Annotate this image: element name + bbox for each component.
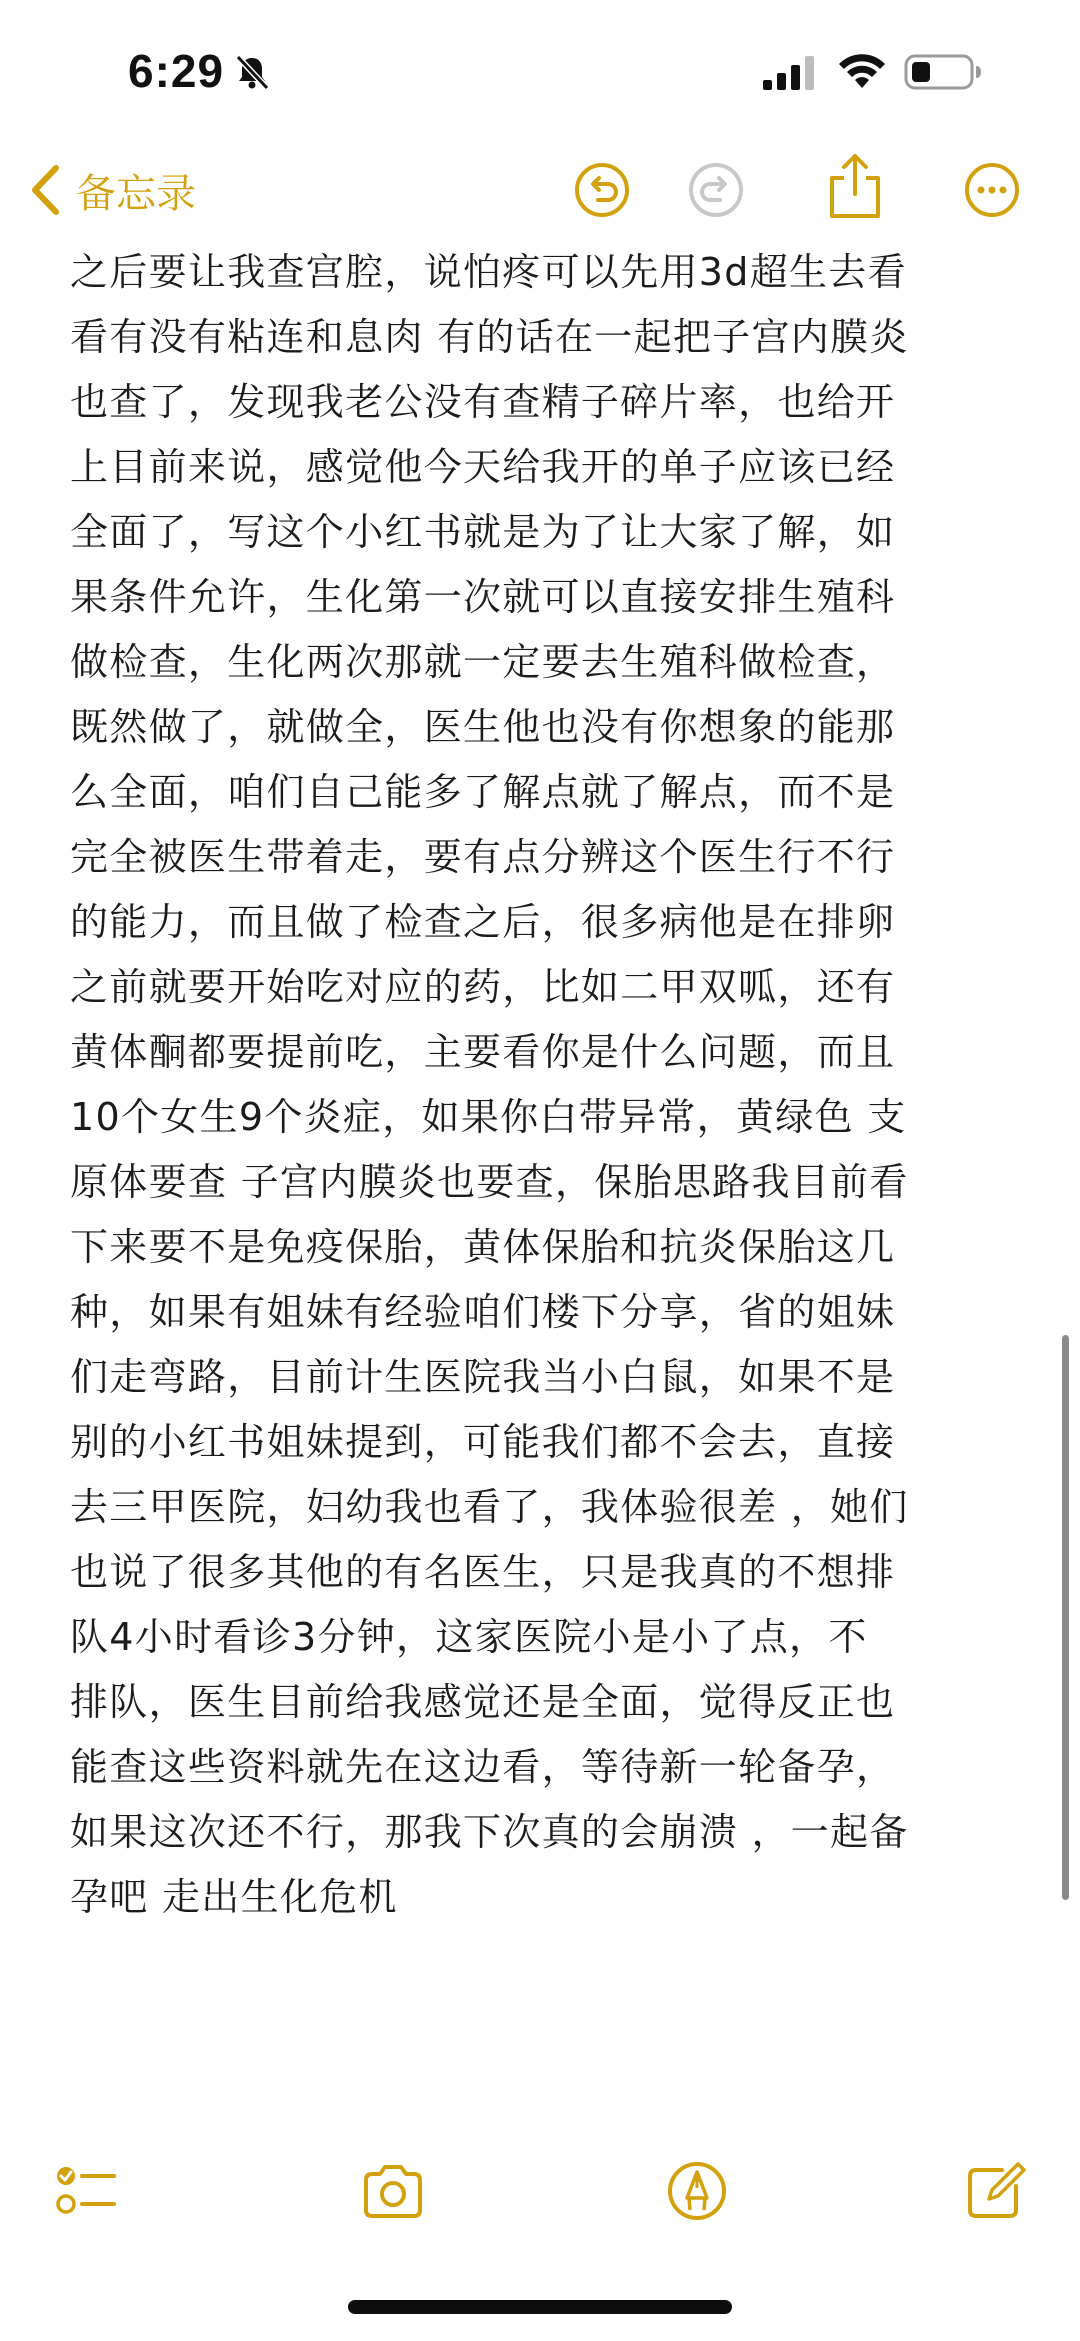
note-line: 原体要查 子宫内膜炎也要查，保胎思路我目前看 xyxy=(70,1160,909,1204)
share-icon[interactable] xyxy=(824,152,886,220)
compose-icon[interactable] xyxy=(962,2158,1028,2224)
note-line: 10个女生9个炎症，如果你白带异常，黄绿色 支 xyxy=(70,1095,907,1139)
note-line: 么全面，咱们自己能多了解点就了解点，而不是 xyxy=(70,770,896,814)
note-line: 黄体酮都要提前吃，主要看你是什么问题，而且 xyxy=(70,1030,896,1074)
note-text xyxy=(70,240,1010,1930)
scroll-indicator[interactable] xyxy=(1062,1335,1069,1900)
home-indicator[interactable] xyxy=(348,2300,732,2314)
cellular-signal-icon xyxy=(763,56,815,90)
chevron-left-icon xyxy=(28,163,62,217)
wifi-icon xyxy=(836,52,888,90)
note-line: 看有没有粘连和息肉 有的话在一起把子宫内膜炎 xyxy=(70,315,909,359)
checklist-icon[interactable] xyxy=(52,2158,118,2224)
note-line: 果条件允许，生化第一次就可以直接安排生殖科 xyxy=(70,575,896,619)
camera-icon[interactable] xyxy=(360,2158,426,2224)
note-line: 做检查，生化两次那就一定要去生殖科做检查， xyxy=(70,640,896,684)
note-line: 既然做了，就做全，医生他也没有你想象的能那 xyxy=(70,705,896,749)
note-line: 下来要不是免疫保胎，黄体保胎和抗炎保胎这几 xyxy=(70,1225,896,1269)
battery-icon xyxy=(904,52,984,92)
back-label: 备忘录 xyxy=(76,170,196,217)
back-button[interactable] xyxy=(28,158,196,222)
note-line: 排队，医生目前给我感觉还是全面，觉得反正也 xyxy=(70,1680,896,1724)
note-line: 之后要让我查宫腔，说怕疼可以先用3d超生去看 xyxy=(70,250,907,294)
note-line: 也查了，发现我老公没有查精子碎片率，也给开 xyxy=(70,380,896,424)
note-line: 们走弯路，目前计生医院我当小白鼠，如果不是 xyxy=(70,1355,896,1399)
redo-icon[interactable] xyxy=(686,160,746,220)
note-editor[interactable] xyxy=(70,240,1010,1940)
note-line: 全面了，写这个小红书就是为了让大家了解，如 xyxy=(70,510,896,554)
status-time: 6:29 xyxy=(128,45,225,97)
markup-pen-icon[interactable] xyxy=(664,2158,730,2224)
navigation-bar xyxy=(0,140,1080,240)
note-line: 孕吧 走出生化危机 xyxy=(70,1875,398,1919)
note-line: 如果这次还不行，那我下次真的会崩溃 ，一起备 xyxy=(70,1810,909,1854)
note-line: 上目前来说，感觉他今天给我开的单子应该已经 xyxy=(70,445,896,489)
status-bar xyxy=(0,0,1080,140)
undo-icon[interactable] xyxy=(572,160,632,220)
note-line: 去三甲医院，妇幼我也看了，我体验很差 ，她们 xyxy=(70,1485,909,1529)
note-line: 也说了很多其他的有名医生，只是我真的不想排 xyxy=(70,1550,896,1594)
note-line: 队4小时看诊3分钟，这家医院小是小了点，不 xyxy=(70,1615,868,1659)
note-line: 完全被医生带着走，要有点分辨这个医生行不行 xyxy=(70,835,896,879)
bottom-toolbar xyxy=(0,2150,1080,2250)
note-line: 的能力，而且做了检查之后，很多病他是在排卵 xyxy=(70,900,896,944)
more-icon[interactable] xyxy=(962,160,1022,220)
bell-slash-icon xyxy=(232,52,272,92)
note-line: 别的小红书姐妹提到，可能我们都不会去，直接 xyxy=(70,1420,896,1464)
note-line: 种，如果有姐妹有经验咱们楼下分享，省的姐妹 xyxy=(70,1290,896,1334)
note-line: 能查这些资料就先在这边看，等待新一轮备孕， xyxy=(70,1745,896,1789)
note-line: 之前就要开始吃对应的药，比如二甲双呱，还有 xyxy=(70,965,896,1009)
